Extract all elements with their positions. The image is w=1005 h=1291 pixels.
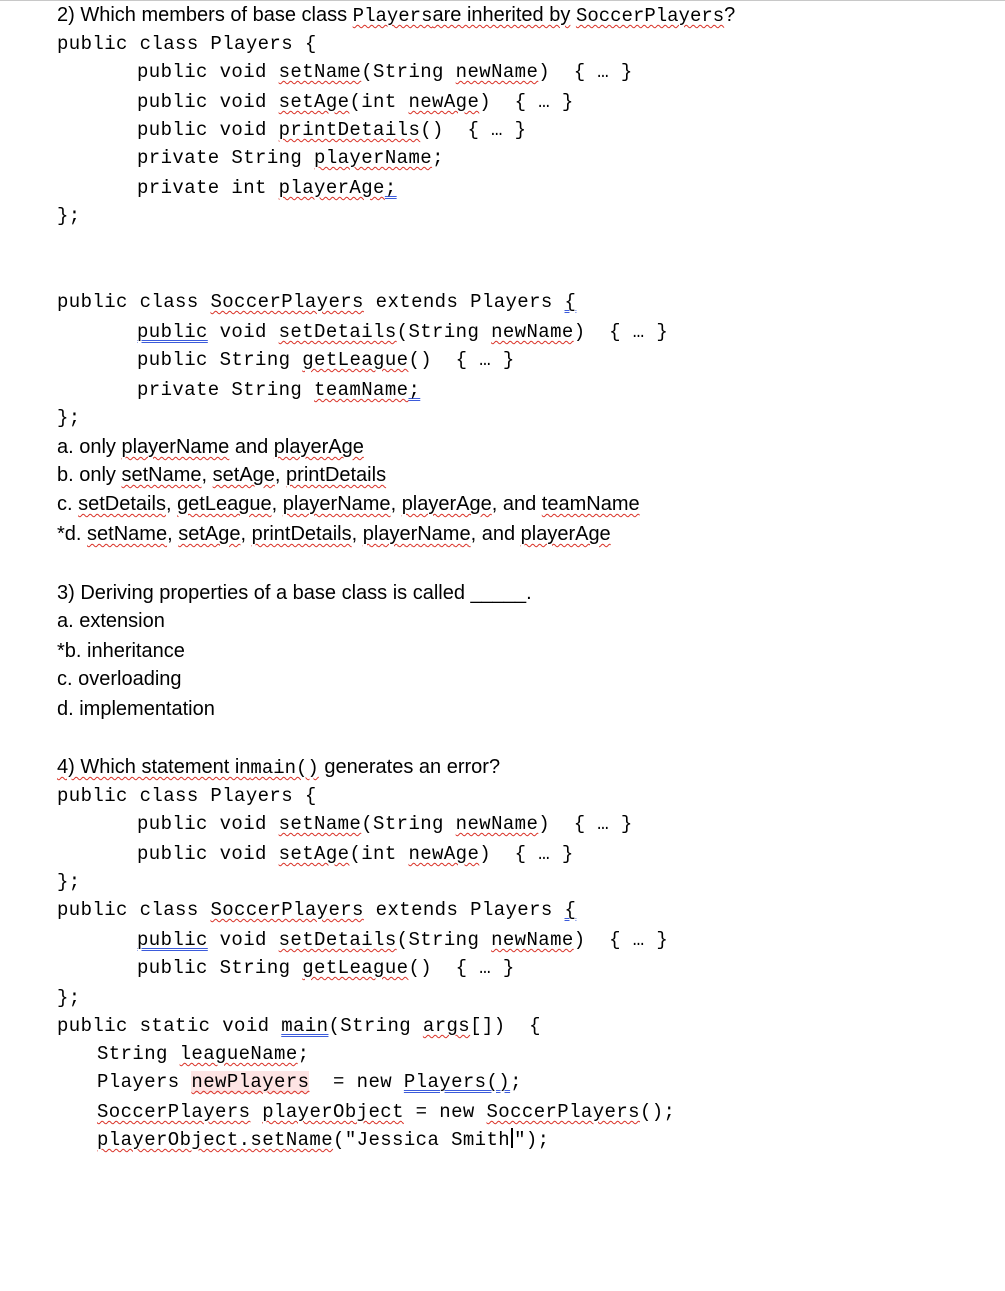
q3-option-c: c. overloading [57,668,182,690]
q4-class2-decl: public class SoccerPlayers extends Players { [57,899,577,921]
q4-class1-line1: public void setName(String newName) { … } [137,813,633,835]
top-divider [0,0,1005,1]
q4-class1-close: }; [57,871,81,893]
q4-class2-line1: public void setDetails(String newName) { … } [137,929,669,951]
q2-prompt: 2) Which members of base class Playersare inherited by SoccerPlayers? [57,4,736,27]
q2-class2-line2: public String getLeague() { … } [137,349,515,371]
q3-option-a: a. extension [57,610,165,632]
q4-main-decl: public static void main(String args[]) { [57,1015,541,1037]
text-cursor [511,1128,513,1148]
q4-class2-close: }; [57,987,81,1009]
q4-main-line3: SoccerPlayers playerObject = new SoccerPlayers(); [97,1101,676,1123]
q3-prompt: 3) Deriving properties of a base class is called _____. [57,582,532,604]
q3-option-b: *b. inheritance [57,640,185,662]
q2-class1-decl: public class Players { [57,33,317,55]
q4-class2-line2: public String getLeague() { … } [137,957,515,979]
q4-class1-line2: public void setAge(int newAge) { … } [137,843,574,865]
q2-option-b: b. only setName, setAge, printDetails [57,464,387,486]
q2-class1-line4: private String playerName; [137,147,444,169]
q2-class2-line3: private String teamName; [137,379,421,401]
q4-main-line4[interactable]: playerObject.setName("Jessica Smith "); [97,1129,550,1151]
q2-class2-line1: public void setDetails(String newName) { … } [137,321,669,343]
q4-main-line2: Players newPlayers = new Players(); [97,1071,522,1093]
q4-main-line1: String leagueName; [97,1043,310,1065]
q2-class1-line1: public void setName(String newName) { … } [137,61,633,83]
q2-option-d: *d. setName, setAge, printDetails, playerName, and playerAge [57,523,611,545]
q2-class1-close: }; [57,205,81,227]
q2-class2-close: }; [57,407,81,429]
q2-class2-decl: public class SoccerPlayers extends Players { [57,291,577,313]
q4-class1-decl: public class Players { [57,785,317,807]
q2-class1-line3: public void printDetails() { … } [137,119,527,141]
q2-option-a: a. only playerName and playerAge [57,436,364,458]
q2-class1-line5: private int playerAge; [137,177,397,199]
q3-option-d: d. implementation [57,698,215,720]
q2-class1-line2: public void setAge(int newAge) { … } [137,91,574,113]
q4-prompt: 4) Which statement inmain() generates an error? [57,756,501,779]
q2-option-c: c. setDetails, getLeague, playerName, playerAge, and teamName [57,493,640,515]
